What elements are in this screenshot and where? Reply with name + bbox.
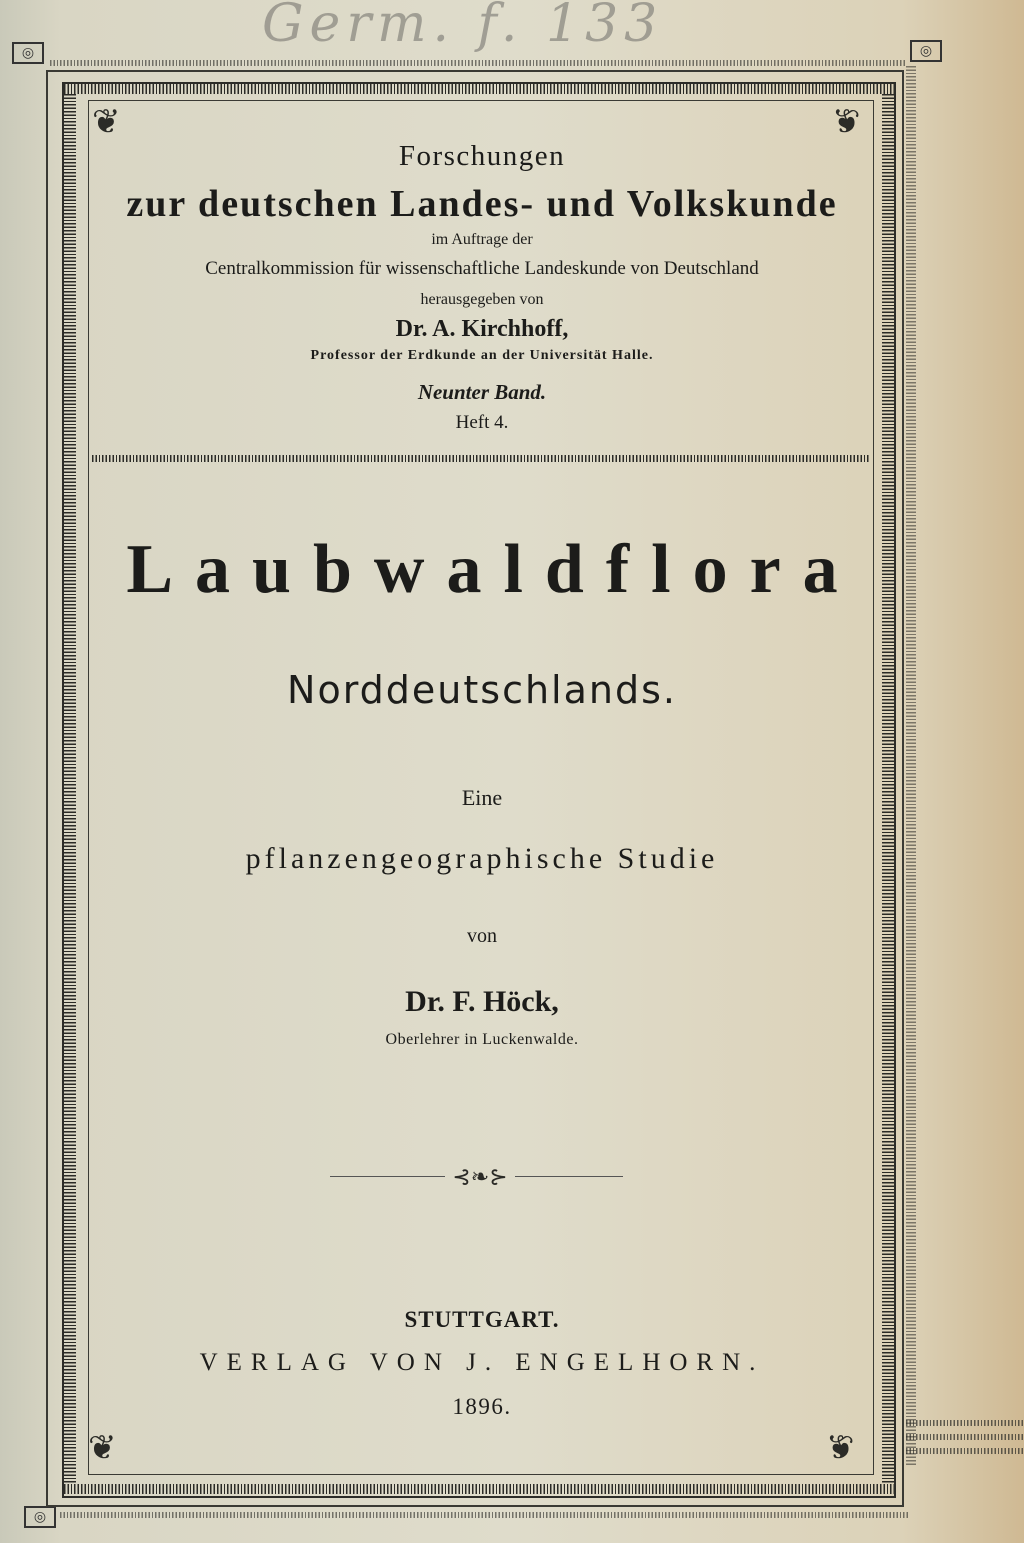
editor-name: Dr. A. Kirchhoff, bbox=[395, 316, 569, 342]
outer-top-border bbox=[50, 60, 905, 66]
underlying-page-edge bbox=[906, 1420, 1024, 1474]
floral-corner-bottom-right-icon: ❦ bbox=[826, 1430, 855, 1467]
ornament-rule-right bbox=[515, 1176, 623, 1177]
description-intro: Eine bbox=[461, 785, 503, 810]
outer-bottom-border bbox=[60, 1512, 910, 1518]
book-subtitle: Norddeutschlands. bbox=[287, 668, 677, 712]
floral-corner-top-left-icon: ❦ bbox=[92, 104, 121, 141]
series-title-line1: Forschungen bbox=[398, 140, 566, 172]
imprint-city: STUTTGART. bbox=[404, 1307, 560, 1332]
imprint-publisher: VERLAG VON J. ENGELHORN. bbox=[199, 1349, 765, 1376]
author-intro: von bbox=[467, 925, 497, 947]
commission-intro: im Auftrage der bbox=[431, 231, 533, 248]
hatched-band-top bbox=[64, 84, 894, 94]
book-description: pflanzengeographische Studie bbox=[245, 842, 719, 875]
handwritten-shelfmark: Germ. f. 133 bbox=[262, 0, 664, 54]
floral-corner-top-right-icon: ❦ bbox=[832, 104, 861, 141]
imprint-year: 1896. bbox=[452, 1394, 512, 1419]
volume-label: Neunter Band. bbox=[417, 380, 547, 404]
author-name: Dr. F. Höck, bbox=[405, 985, 559, 1018]
commission-name: Centralkommission für wissenschaftliche Landeskunde von Deutschland bbox=[205, 258, 759, 279]
editor-intro: herausgegeben von bbox=[420, 291, 544, 308]
corner-box-top-right: ◎ bbox=[910, 40, 942, 62]
book-title: Laubwaldflora bbox=[126, 531, 860, 608]
editor-role: Professor der Erdkunde an der Universität Halle. bbox=[310, 348, 654, 363]
issue-label: Heft 4. bbox=[455, 412, 509, 433]
floral-corner-bottom-left-icon: ❦ bbox=[88, 1430, 117, 1467]
fleuron-ornament-icon: ⊰❧⊱ bbox=[452, 1164, 508, 1189]
ornament-rule-left bbox=[330, 1176, 445, 1177]
section-divider bbox=[92, 455, 870, 462]
author-role: Oberlehrer in Luckenwalde. bbox=[385, 1031, 579, 1048]
series-title-line2: zur deutschen Landes- und Volkskunde bbox=[126, 183, 838, 225]
corner-box-top-left: ◎ bbox=[12, 42, 44, 64]
hatched-band-bottom bbox=[64, 1484, 894, 1494]
corner-box-bottom-left: ◎ bbox=[24, 1506, 56, 1528]
